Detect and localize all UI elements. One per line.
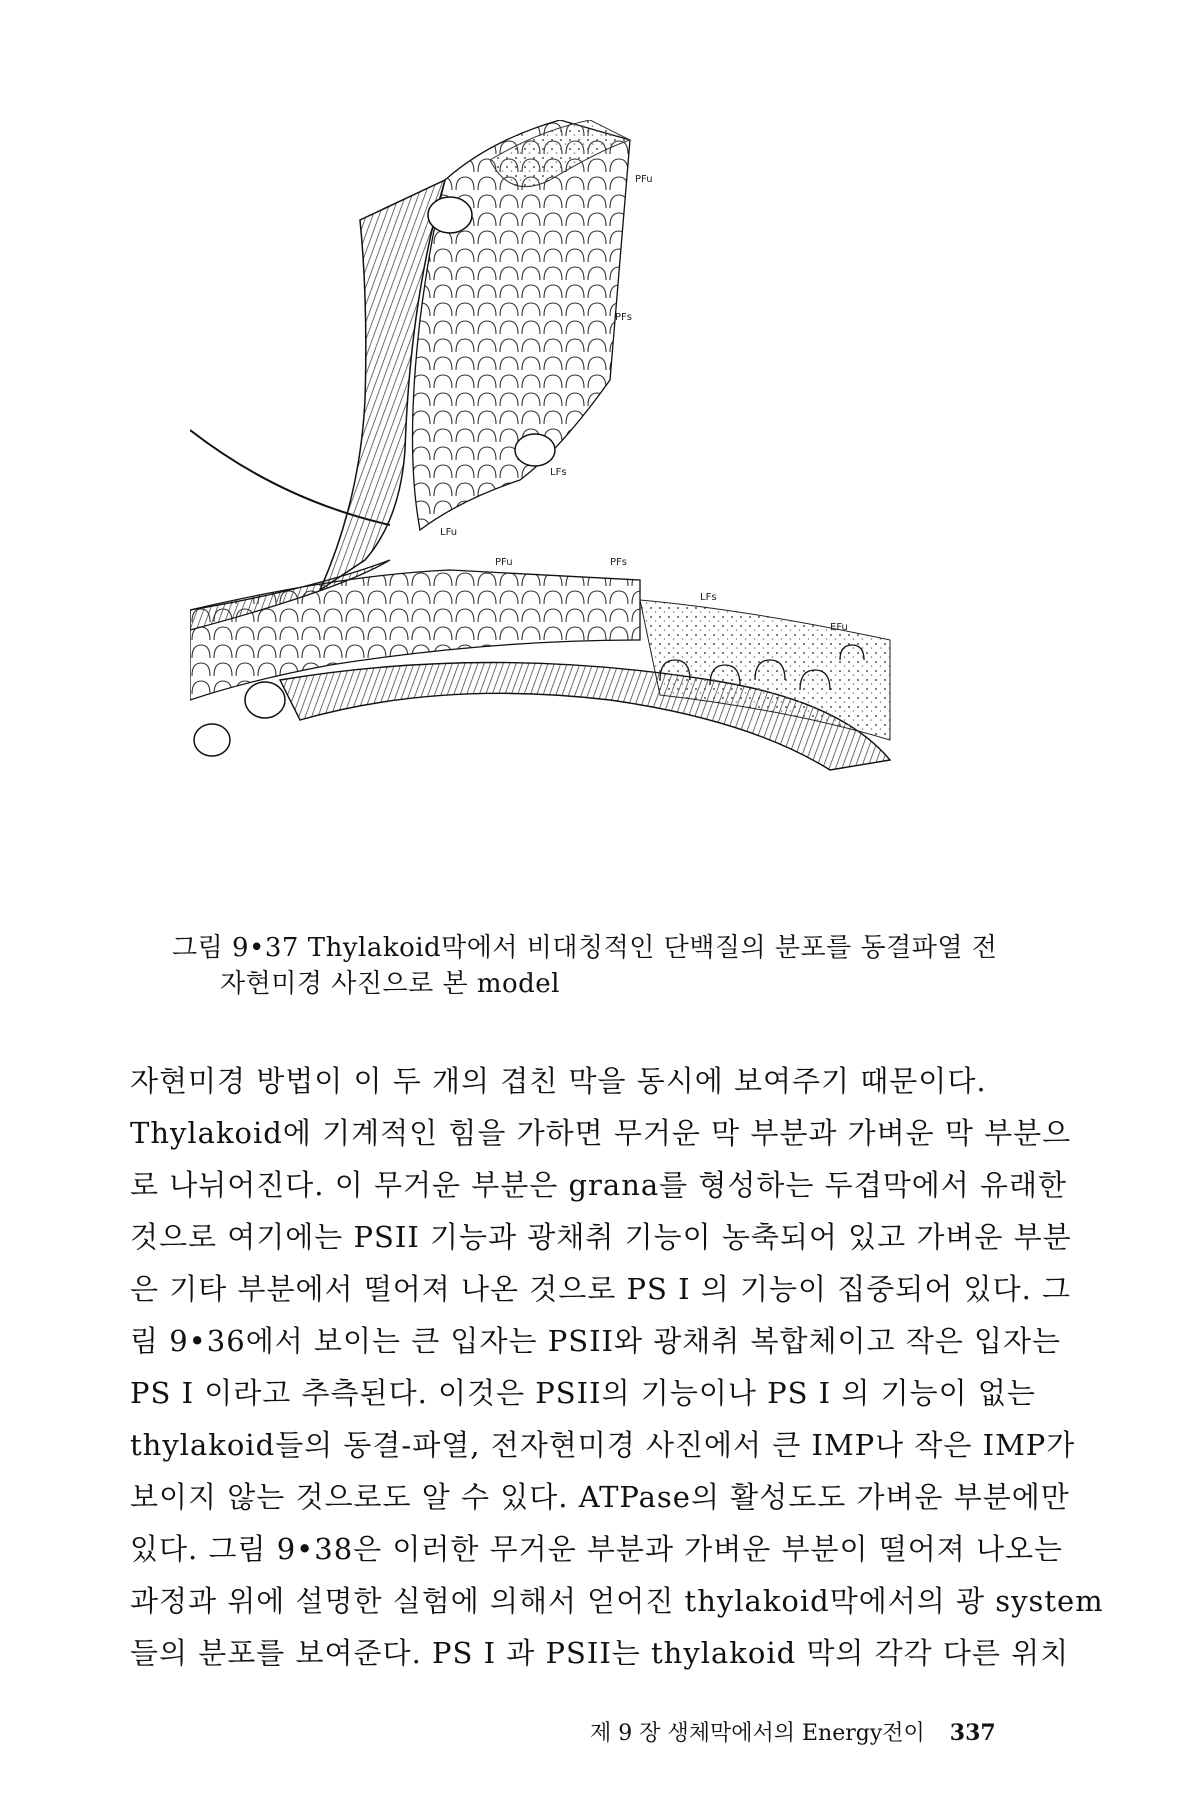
body-line-4: 것으로 여기에는 PSII 기능과 광채취 기능이 농축되어 있고 가벼운 부분 (130, 1220, 1072, 1254)
label-pfu-bottom: PFu (495, 557, 513, 568)
caption-line-1: 그림 9•37 Thylakoid막에서 비대칭적인 단백질의 분포를 동결파열 전 (172, 933, 998, 963)
body-line-3: 로 나뉘어진다. 이 무거운 부분은 grana를 형성하는 두겹막에서 유래한 (130, 1168, 1068, 1202)
label-lfs-bottom: LFs (700, 592, 717, 603)
thylakoid-model-illustration (190, 120, 1010, 930)
page-number: 337 (949, 1720, 996, 1746)
body-line-7: PS I 이라고 추측된다. 이것은 PSII의 기능이나 PS I 의 기능이 없는 (130, 1376, 1036, 1410)
caption-line-2: 자현미경 사진으로 본 model (220, 969, 560, 999)
page-footer (590, 1718, 1060, 1749)
body-line-11: 과정과 위에 설명한 실험에 의해서 얻어진 thylakoid막에서의 광 system (130, 1584, 1104, 1618)
body-line-6: 림 9•36에서 보이는 큰 입자는 PSII와 광채취 복합체이고 작은 입자는 (130, 1324, 1062, 1358)
vesicle-mid (515, 434, 555, 466)
label-pfu-top: PFu (635, 174, 653, 185)
body-paragraph (130, 1055, 1104, 1679)
body-line-10: 있다. 그림 9•38은 이러한 무거운 부분과 가벼운 부분이 떨어져 나오는 (130, 1532, 1064, 1566)
vesicle-bottom-left (245, 682, 285, 718)
body-line-2: Thylakoid에 기계적인 힘을 가하면 무거운 막 부분과 가벼운 막 부분으 (130, 1116, 1072, 1150)
figure-caption (172, 930, 1052, 1002)
label-lfs: LFs (550, 467, 567, 478)
label-efu: EFu (830, 622, 848, 633)
label-lfu-mid: LFu (440, 527, 458, 538)
label-pfs-bottom: PFs (610, 557, 627, 568)
body-line-5: 은 기타 부분에서 떨어져 나온 것으로 PS I 의 기능이 집중되어 있다. 그 (130, 1272, 1072, 1306)
vesicle-far-left (194, 724, 230, 756)
vesicle-top (428, 197, 472, 233)
thylakoid-figure (190, 120, 1010, 930)
body-line-12: 들의 분포를 보여준다. PS I 과 PSII는 thylakoid 막의 각각 다른 위치 (130, 1636, 1070, 1670)
body-line-9: 보이지 않는 것으로도 알 수 있다. ATPase의 활성도도 가벼운 부분에만 (130, 1480, 1070, 1514)
chapter-title: 제 9 장 생체막에서의 Energy전이 (590, 1721, 925, 1746)
label-pfs-right: PFs (615, 312, 632, 323)
body-line-8: thylakoid들의 동결-파열, 전자현미경 사진에서 큰 IMP나 작은 IMP가 (130, 1428, 1076, 1462)
body-line-1: 자현미경 방법이 이 두 개의 겹친 막을 동시에 보여주기 때문이다. (130, 1064, 987, 1098)
